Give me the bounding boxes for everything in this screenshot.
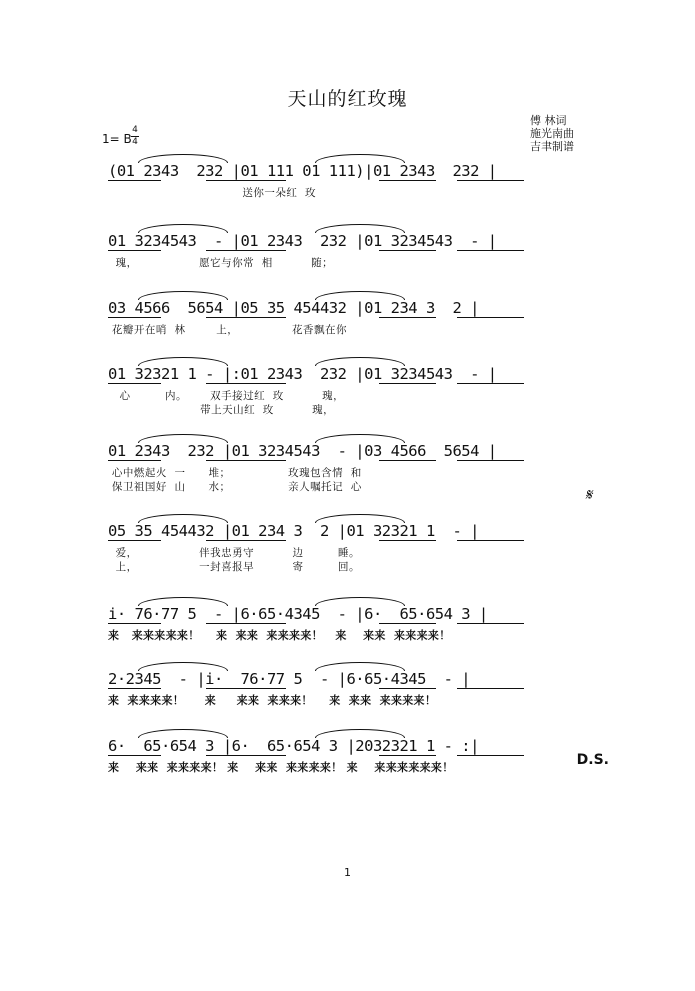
notes-row-4: 01 32321 1 - |:01 2343 232 |01 3234543 - | bbox=[108, 365, 497, 383]
slur-mark bbox=[315, 434, 406, 443]
beam-line bbox=[457, 688, 523, 689]
beam-line bbox=[206, 180, 286, 181]
slur-mark bbox=[138, 434, 229, 443]
song-title: 天山的红玫瑰 bbox=[287, 88, 408, 110]
beam-line bbox=[457, 383, 523, 384]
lyrics-row-5-verse-2: 保卫祖国好 山 水； 亲人嘱托记 心 bbox=[108, 481, 362, 493]
beam-line bbox=[206, 383, 286, 384]
slur-mark bbox=[138, 154, 229, 163]
composer-credit: 施光南曲 bbox=[530, 127, 574, 140]
slur-mark bbox=[315, 154, 406, 163]
beam-line bbox=[108, 623, 161, 624]
slur-mark bbox=[138, 514, 229, 523]
notes-row-5: 01 2343 232 |01 3234543 - |03 4566 5654 | bbox=[108, 442, 497, 460]
key-signature: 1= B bbox=[102, 132, 132, 146]
beam-line bbox=[108, 250, 161, 251]
lyricist-credit: 傅 林词 bbox=[530, 114, 567, 127]
slur-mark bbox=[315, 291, 406, 300]
beam-line bbox=[206, 250, 286, 251]
notes-row-1: (01 2343 232 |01 111 01 111)|01 2343 232 | bbox=[108, 162, 497, 180]
beam-line bbox=[206, 623, 286, 624]
beam-line bbox=[457, 460, 523, 461]
lyrics-row-4-verse-2: 带上天山红 玫 瑰， bbox=[108, 404, 335, 416]
lyrics-row-5: 心中燃起火 一 堆； 玫瑰包含情 和 bbox=[108, 467, 362, 479]
lyrics-row-8: 来 来来来来！ 来 来来 来来来！ 来 来来 来来来来！ bbox=[108, 694, 437, 707]
page-number: 1 bbox=[344, 866, 351, 879]
time-signature bbox=[131, 126, 139, 147]
beam-line bbox=[206, 755, 286, 756]
slur-mark bbox=[315, 224, 406, 233]
slur-mark bbox=[138, 224, 229, 233]
beam-line bbox=[379, 317, 437, 318]
lyrics-row-2: 瑰， 愿它与你常 相 随； bbox=[108, 257, 334, 269]
beam-line bbox=[108, 540, 161, 541]
slur-mark bbox=[315, 662, 406, 671]
beam-line bbox=[379, 688, 437, 689]
notes-row-6: 05 35 454432 |01 234 3 2 |01 32321 1 - | bbox=[108, 522, 479, 540]
beam-line bbox=[206, 688, 286, 689]
beam-line bbox=[206, 540, 286, 541]
slur-mark bbox=[138, 357, 229, 366]
beam-line bbox=[379, 250, 437, 251]
beam-line bbox=[108, 755, 161, 756]
beam-line bbox=[108, 460, 161, 461]
lyrics-row-9: 来 来来 来来来来！ 来 来来 来来来来！ 来 来来来来来来！ bbox=[108, 761, 454, 774]
slur-mark bbox=[315, 729, 406, 738]
lyrics-row-7: 来 来来来来来！ 来 来来 来来来来！ 来 来来 来来来来！ bbox=[108, 629, 451, 642]
beam-line bbox=[108, 180, 161, 181]
slur-mark bbox=[315, 597, 406, 606]
slur-mark bbox=[138, 597, 229, 606]
ds-marking: D.S. bbox=[576, 752, 609, 768]
beam-line bbox=[457, 250, 523, 251]
notes-row-7: i· 76·77 5 - |6·65·4345 - |6· 65·654 3 | bbox=[108, 605, 488, 623]
arranger-credit: 吉聿制谱 bbox=[530, 140, 574, 153]
slur-mark bbox=[138, 662, 229, 671]
time-bottom: 4 bbox=[132, 137, 138, 147]
beam-line bbox=[457, 755, 523, 756]
lyrics-row-4: 心 内。 双手接过红 玫 瑰， bbox=[108, 390, 345, 402]
notes-row-3: 03 4566 5654 |05 35 454432 |01 234 3 2 | bbox=[108, 299, 479, 317]
lyrics-row-6-verse-2: 上， 一封喜报早 寄 回。 bbox=[108, 561, 360, 573]
slur-mark bbox=[315, 357, 406, 366]
lyrics-row-1: 送你一朵红 玫 bbox=[108, 187, 316, 199]
beam-line bbox=[379, 460, 437, 461]
beam-line bbox=[206, 460, 286, 461]
beam-line bbox=[379, 623, 437, 624]
beam-line bbox=[108, 688, 161, 689]
time-top: 4 bbox=[132, 125, 138, 135]
slur-mark bbox=[138, 291, 229, 300]
beam-line bbox=[457, 623, 523, 624]
beam-line bbox=[206, 317, 286, 318]
beam-line bbox=[379, 540, 437, 541]
segno-sign: 𝄋 bbox=[585, 485, 592, 504]
beam-line bbox=[379, 755, 437, 756]
beam-line bbox=[457, 317, 523, 318]
lyrics-row-3: 花瓣开在哨 林 上， 花香飘在你 bbox=[108, 324, 347, 336]
beam-line bbox=[379, 383, 437, 384]
notes-row-9: 6· 65·654 3 |6· 65·654 3 |2032321 1 - :| bbox=[108, 737, 479, 755]
beam-line bbox=[457, 540, 523, 541]
slur-mark bbox=[315, 514, 406, 523]
slur-mark bbox=[138, 729, 229, 738]
lyrics-row-6: 爱， 伴我忠勇守 边 睡。 bbox=[108, 547, 360, 559]
beam-line bbox=[379, 180, 437, 181]
notes-row-2: 01 3234543 - |01 2343 232 |01 3234543 - | bbox=[108, 232, 497, 250]
beam-line bbox=[108, 383, 161, 384]
notes-row-8: 2·2345 - |i· 76·77 5 - |6·65·4345 - | bbox=[108, 670, 471, 688]
beam-line bbox=[457, 180, 523, 181]
beam-line bbox=[108, 317, 161, 318]
